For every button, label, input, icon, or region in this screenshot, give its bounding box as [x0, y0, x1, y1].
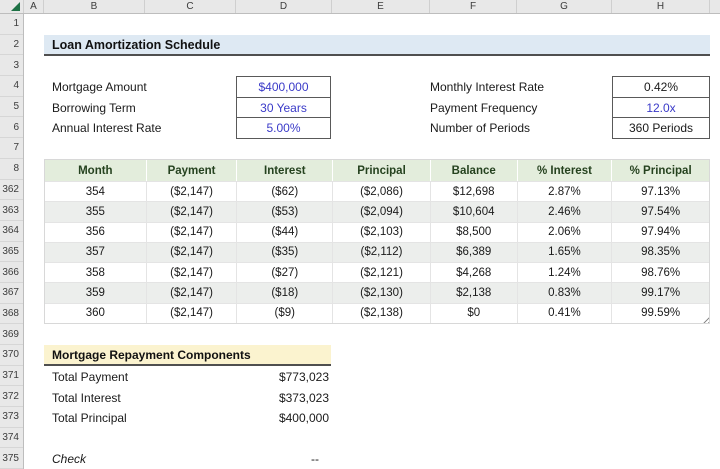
label-borrowing-term[interactable]: Borrowing Term — [52, 100, 136, 115]
column-header-bar — [0, 0, 720, 14]
column-header-b[interactable]: B — [44, 0, 145, 13]
sheet-title: Loan Amortization Schedule — [52, 37, 221, 52]
table-cell-principal-356[interactable]: ($2,103) — [332, 223, 430, 242]
table-cell-principal-359[interactable]: 99.17% — [611, 283, 709, 302]
row-header-368[interactable]: 368 — [0, 304, 23, 325]
table-cell-interest-355[interactable]: 2.46% — [517, 202, 612, 221]
summary-title: Mortgage Repayment Components — [52, 347, 251, 362]
row-header-4[interactable]: 4 — [0, 76, 23, 97]
table-cell-payment-359[interactable]: ($2,147) — [146, 283, 237, 302]
row-header-375[interactable]: 375 — [0, 448, 23, 469]
table-cell-payment-358[interactable]: ($2,147) — [146, 263, 237, 282]
table-cell-principal-355[interactable]: ($2,094) — [332, 202, 430, 221]
table-cell-month-358[interactable]: 358 — [85, 266, 105, 279]
value-total-interest[interactable]: $373,023 — [278, 390, 329, 405]
summary-header-cell[interactable] — [44, 345, 331, 366]
table-cell-principal-360[interactable]: ($2,138) — [332, 304, 430, 323]
input-cell-mortgage-amount[interactable]: $400,000 — [237, 77, 330, 98]
column-header-a[interactable]: A — [24, 0, 44, 13]
table-cell-payment-356[interactable]: ($2,147) — [146, 223, 237, 242]
table-cell-principal-356[interactable]: 97.94% — [611, 223, 709, 242]
param-cell-monthly-interest-rate[interactable]: 0.42% — [613, 77, 709, 98]
row-header-372[interactable]: 372 — [0, 386, 23, 407]
input-cell-annual-interest-rate[interactable]: 5.00% — [266, 121, 301, 136]
row-header-369[interactable]: 369 — [0, 324, 23, 345]
table-cell-payment-355[interactable]: ($2,147) — [146, 202, 237, 221]
table-row-month-357 — [45, 242, 709, 262]
table-cell-month-357[interactable]: 357 — [85, 246, 105, 259]
table-cell-interest-358[interactable]: ($27) — [236, 263, 332, 282]
row-header-371[interactable]: 371 — [0, 366, 23, 387]
table-cell-interest-359[interactable]: 0.83% — [517, 283, 612, 302]
loan-input-cells — [236, 76, 331, 139]
table-cell-balance-357[interactable]: $6,389 — [430, 243, 517, 262]
table-cell-principal-359[interactable]: ($2,130) — [332, 283, 430, 302]
table-cell-balance-355[interactable]: $10,604 — [430, 202, 517, 221]
table-cell-month-354[interactable]: 354 — [85, 185, 105, 198]
table-cell-balance-360[interactable]: $0 — [430, 304, 517, 323]
column-header-e[interactable]: E — [332, 0, 430, 13]
table-cell-principal-358[interactable]: ($2,121) — [332, 263, 430, 282]
table-cell-principal-357[interactable]: 98.35% — [611, 243, 709, 262]
param-cell-payment-frequency[interactable]: 12.0x — [613, 98, 709, 119]
table-cell-interest-355[interactable]: ($53) — [236, 202, 332, 221]
row-header-367[interactable]: 367 — [0, 283, 23, 304]
table-cell-interest-359[interactable]: ($18) — [236, 283, 332, 302]
row-header-370[interactable]: 370 — [0, 345, 23, 366]
row-header-8[interactable]: 8 — [0, 159, 23, 180]
row-header-3[interactable]: 3 — [0, 55, 23, 76]
table-cell-balance-359[interactable]: $2,138 — [430, 283, 517, 302]
table-cell-balance-358[interactable]: $4,268 — [430, 263, 517, 282]
table-row-month-358 — [45, 262, 709, 282]
table-cell-month-360[interactable]: 360 — [85, 307, 105, 320]
label-payment-frequency[interactable]: Payment Frequency — [430, 100, 538, 115]
table-cell-interest-354[interactable]: 2.87% — [517, 182, 612, 201]
column-header-h[interactable]: H — [612, 0, 710, 13]
table-cell-interest-358[interactable]: 1.24% — [517, 263, 612, 282]
row-header-364[interactable]: 364 — [0, 221, 23, 242]
table-cell-interest-360[interactable]: ($9) — [236, 304, 332, 323]
table-header-principal[interactable]: Principal — [332, 160, 430, 181]
table-row-month-359 — [45, 282, 709, 302]
input-cell-borrowing-term[interactable]: 30 Years — [237, 98, 330, 119]
param-cell-number-of-periods[interactable]: 360 Periods — [628, 121, 694, 136]
table-cell-interest-360[interactable]: 0.41% — [517, 304, 612, 323]
row-header-366[interactable]: 366 — [0, 262, 23, 283]
select-all-icon — [11, 2, 20, 11]
label-number-of-periods[interactable]: Number of Periods — [430, 120, 531, 135]
table-cell-payment-357[interactable]: ($2,147) — [146, 243, 237, 262]
column-header-c[interactable]: C — [145, 0, 236, 13]
column-header-f[interactable]: F — [430, 0, 517, 13]
row-header-2[interactable]: 2 — [0, 35, 23, 56]
row-header-363[interactable]: 363 — [0, 200, 23, 221]
table-row-month-360 — [45, 303, 709, 323]
label-check[interactable]: Check — [52, 451, 87, 466]
column-header-d[interactable]: D — [236, 0, 332, 13]
label-total-principal[interactable]: Total Principal — [52, 410, 127, 425]
table-row-month-356 — [45, 222, 709, 242]
select-all-button[interactable] — [0, 0, 24, 13]
derived-param-cells — [612, 76, 710, 139]
row-header-bar — [0, 14, 24, 469]
table-cell-month-356[interactable]: 356 — [85, 226, 105, 239]
label-monthly-interest-rate[interactable]: Monthly Interest Rate — [430, 79, 545, 94]
table-cell-principal-354[interactable]: ($2,086) — [332, 182, 430, 201]
amortization-table — [44, 159, 710, 324]
value-check[interactable]: -- — [311, 451, 319, 466]
row-header-6[interactable]: 6 — [0, 117, 23, 138]
label-annual-interest-rate[interactable]: Annual Interest Rate — [52, 120, 162, 135]
table-cell-principal-358[interactable]: 98.76% — [611, 263, 709, 282]
table-cell-month-359[interactable]: 359 — [85, 287, 105, 300]
label-total-payment[interactable]: Total Payment — [52, 369, 129, 384]
table-cell-principal-354[interactable]: 97.13% — [611, 182, 709, 201]
table-cell-payment-354[interactable]: ($2,147) — [146, 182, 237, 201]
table-cell-interest-357[interactable]: 1.65% — [517, 243, 612, 262]
table-cell-payment-360[interactable]: ($2,147) — [146, 304, 237, 323]
value-total-principal[interactable]: $400,000 — [278, 410, 329, 425]
row-header-365[interactable]: 365 — [0, 242, 23, 263]
table-cell-interest-356[interactable]: 2.06% — [517, 223, 612, 242]
table-header-balance[interactable]: Balance — [430, 160, 517, 181]
table-row-month-354 — [45, 181, 709, 201]
value-total-payment[interactable]: $773,023 — [278, 369, 329, 384]
row-header-373[interactable]: 373 — [0, 407, 23, 428]
sheet-title-cell[interactable] — [44, 35, 710, 56]
table-header-payment[interactable]: Payment — [146, 160, 237, 181]
table-header-row — [45, 160, 709, 181]
table-cell-month-355[interactable]: 355 — [85, 205, 105, 218]
table-cell-principal-355[interactable]: 97.54% — [611, 202, 709, 221]
row-header-5[interactable]: 5 — [0, 97, 23, 118]
table-cell-balance-354[interactable]: $12,698 — [430, 182, 517, 201]
table-cell-interest-354[interactable]: ($62) — [236, 182, 332, 201]
table-header-interest[interactable]: Interest — [236, 160, 332, 181]
table-cell-principal-360[interactable]: 99.59% — [611, 304, 709, 323]
table-header-principal[interactable]: % Principal — [611, 160, 709, 181]
row-header-7[interactable]: 7 — [0, 138, 23, 159]
table-cell-interest-357[interactable]: ($35) — [236, 243, 332, 262]
label-total-interest[interactable]: Total Interest — [52, 390, 121, 405]
table-header-interest[interactable]: % Interest — [517, 160, 612, 181]
row-header-362[interactable]: 362 — [0, 180, 23, 201]
row-header-374[interactable]: 374 — [0, 428, 23, 449]
label-mortgage-amount[interactable]: Mortgage Amount — [52, 79, 147, 94]
table-row-month-355 — [45, 201, 709, 221]
table-cell-balance-356[interactable]: $8,500 — [430, 223, 517, 242]
table-cell-principal-357[interactable]: ($2,112) — [332, 243, 430, 262]
table-header-month[interactable]: Month — [78, 164, 113, 177]
table-cell-interest-356[interactable]: ($44) — [236, 223, 332, 242]
row-header-1[interactable]: 1 — [0, 14, 23, 35]
column-header-g[interactable]: G — [517, 0, 612, 13]
